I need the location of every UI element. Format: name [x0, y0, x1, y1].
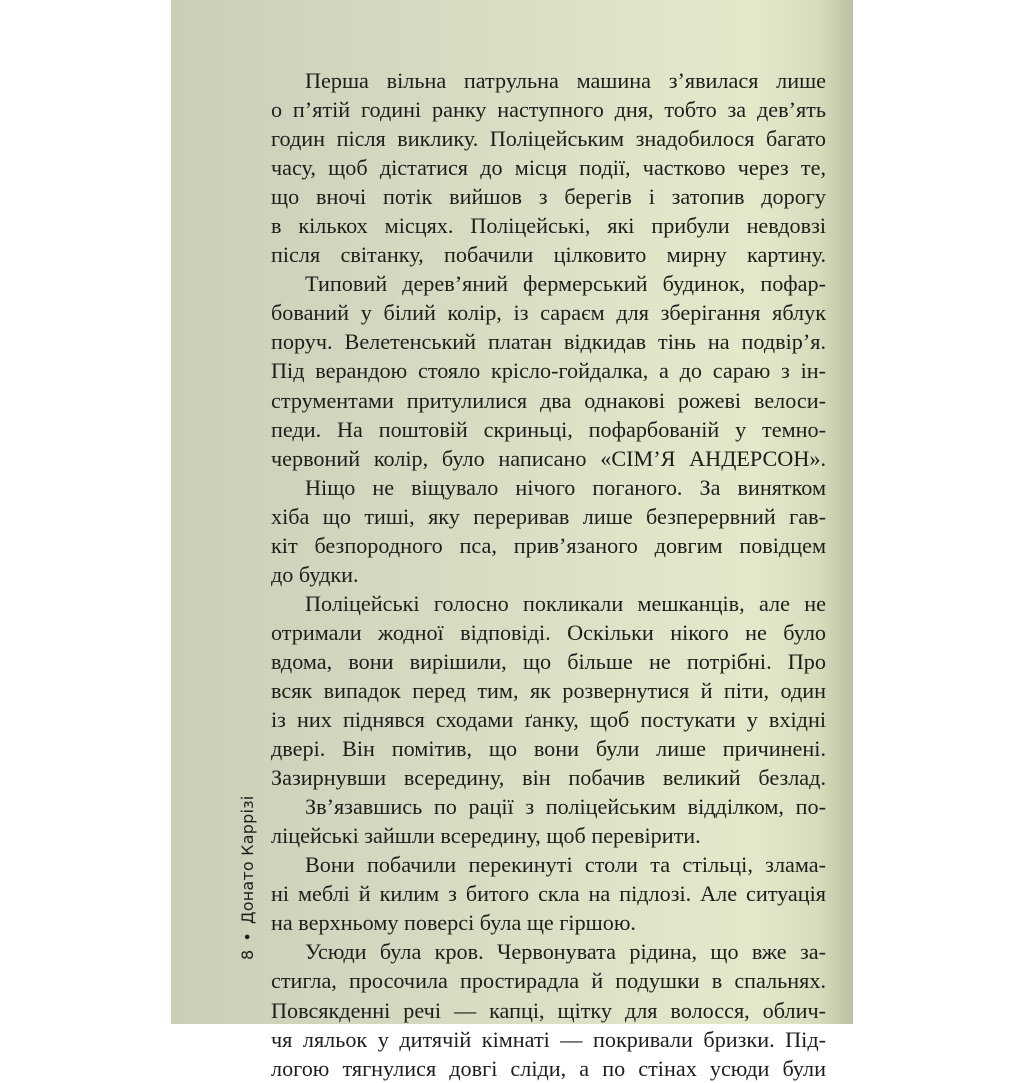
- text-line: Вони побачили перекинуті столи та стільці, злама-: [305, 852, 826, 878]
- text-line: струментами притулилися два однакові рожеві велоси-: [271, 387, 826, 413]
- text-line: Зв’язавшись по рації з поліцейським відділком, по-: [305, 794, 826, 820]
- text-line: логою тягнулися довгі сліди, а по стінах усюди були: [271, 1055, 826, 1081]
- text-line: вдома, вони вирішили, що більше не потрібні. Про: [271, 648, 826, 674]
- text-line: отримали жодної відповіді. Оскільки нікого не було: [271, 619, 826, 645]
- text-line: Поліцейські голосно покликали мешканців, але не: [305, 590, 826, 616]
- text-line: бований у білий колір, із сараєм для зберігання яблук: [271, 300, 826, 326]
- text-line: стигла, просочила простирадла й подушки в спальнях.: [271, 968, 826, 994]
- text-line: о п’ятій годині ранку наступного дня, тобто за дев’ять: [271, 97, 826, 123]
- text-line: що вночі потік вийшов з берегів і затопив дорогу: [271, 184, 826, 210]
- text-line: ні меблі й килим з битого скла на підлозі. Але ситуація: [271, 881, 826, 907]
- text-line: ліцейські зайшли всередину, щоб перевірити.: [271, 823, 701, 849]
- text-line: годин після виклику. Поліцейським знадобилося багато: [271, 126, 826, 152]
- text-line: поруч. Велетенський платан відкидав тінь на подвір’я.: [271, 329, 826, 355]
- text-line: Перша вільна патрульна машина з’явилася лише: [305, 68, 826, 93]
- text-line: кіт безпородного пса, прив’язаного довгим повідцем: [271, 532, 826, 558]
- book-page: [171, 0, 853, 1081]
- page-number: 8: [238, 949, 257, 960]
- text-line: Під верандою стояло крісло-гойдалка, а до сараю з ін-: [271, 358, 826, 384]
- author-name: Донато Каррізі: [238, 795, 257, 924]
- text-line: Зазирнувши всередину, він побачив великий безлад.: [271, 765, 826, 791]
- running-head: [238, 796, 257, 960]
- text-line: двері. Він помітив, що вони були лише причинені.: [271, 736, 826, 762]
- text-line: після світанку, побачили цілковито мирну картину.: [271, 242, 826, 268]
- text-line: хіба що тиші, яку переривав лише безперервний гав-: [271, 503, 826, 529]
- body-text: [271, 66, 826, 1083]
- text-line: Повсякденні речі — капці, щітку для волосся, облич-: [271, 997, 826, 1023]
- text-line: всяк випадок перед тим, як розвернутися й піти, один: [271, 677, 826, 703]
- text-line: із них піднявся сходами ґанку, щоб постукати у вхідні: [271, 707, 826, 733]
- text-line: до будки.: [271, 561, 359, 587]
- separator-bullet: •: [238, 931, 257, 942]
- text-line: на верхньому поверсі була ще гіршою.: [271, 910, 636, 936]
- text-line: чя ляльок у дитячій кімнаті — покривали бризки. Під-: [271, 1026, 826, 1052]
- text-line: Ніщо не віщувало нічого поганого. За винятком: [305, 474, 826, 500]
- text-line: часу, щоб дістатися до місця події, частково через те,: [271, 155, 826, 181]
- text-line: Типовий дерев’яний фермерський будинок, пофар-: [305, 271, 826, 297]
- text-line: червоний колір, було написано «СІМ’Я АНДЕРСОН».: [271, 445, 826, 471]
- text-line: педи. На поштовій скриньці, пофарбованій у темно-: [271, 416, 826, 442]
- text-line: Усюди була кров. Червонувата рідина, що вже за-: [305, 939, 826, 965]
- text-line: в кількох місцях. Поліцейські, які прибули невдовзі: [271, 213, 826, 239]
